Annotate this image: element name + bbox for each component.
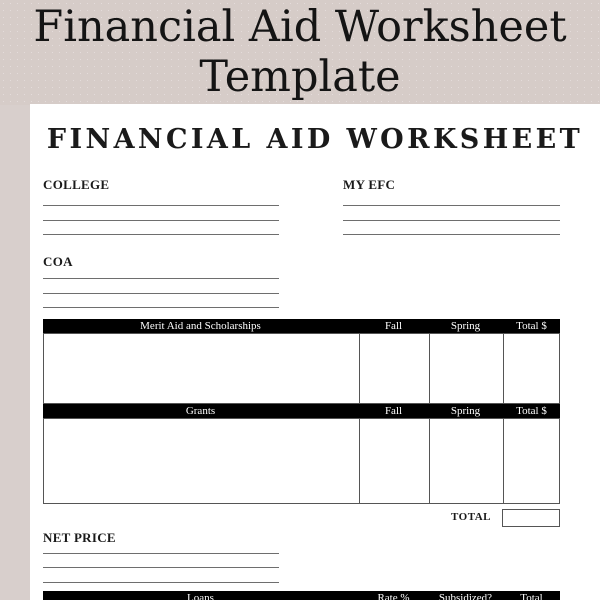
loans-header-rate: Rate % [377, 592, 410, 600]
grants-table [43, 404, 560, 504]
worksheet-title: FINANCIAL AID WORKSHEET [46, 124, 584, 155]
net-price-label: NET PRICE [43, 530, 116, 545]
merit-header-fall: Fall [384, 320, 403, 332]
loans-table-header [43, 591, 560, 600]
college-label: COLLEGE [43, 177, 110, 192]
college-line-2[interactable] [43, 220, 279, 221]
loans-header-total: Total [520, 592, 543, 600]
coa-label: COA [43, 254, 73, 269]
banner [0, 0, 600, 105]
merit-aid-table [43, 319, 560, 404]
merit-header-category: Merit Aid and Scholarships [140, 320, 261, 332]
my-efc-line-2[interactable] [343, 220, 560, 221]
my-efc-line-3[interactable] [343, 234, 560, 235]
grants-header-fall: Fall [384, 405, 403, 417]
coa-line-3[interactable] [43, 307, 279, 308]
grants-table-header [43, 404, 560, 418]
merit-header-total: Total $ [516, 320, 547, 332]
coa-line-2[interactable] [43, 293, 279, 294]
college-line-1[interactable] [43, 205, 279, 206]
my-efc-line-1[interactable] [343, 205, 560, 206]
grants-table-body[interactable] [43, 418, 560, 504]
grants-header-total: Total $ [516, 405, 547, 417]
net-price-line-1[interactable] [43, 553, 279, 554]
grants-header-category: Grants [185, 405, 216, 417]
loans-header-subsidized: Subsidized? [438, 592, 493, 600]
loans-header-category: Loans [187, 592, 214, 600]
merit-aid-table-body[interactable] [43, 333, 560, 404]
my-efc-label: MY EFC [343, 177, 396, 192]
loans-table [43, 591, 560, 600]
net-price-line-2[interactable] [43, 567, 279, 568]
banner-title-line-2: Template [199, 52, 401, 102]
merit-header-spring: Spring [450, 320, 481, 332]
total-label: TOTAL [451, 511, 491, 523]
banner-title-line-1: Financial Aid Worksheet [33, 2, 567, 52]
grants-header-spring: Spring [450, 405, 481, 417]
total-input-box[interactable] [502, 509, 560, 527]
coa-line-1[interactable] [43, 278, 279, 279]
worksheet-page [30, 104, 600, 600]
merit-aid-table-header [43, 319, 560, 333]
college-line-3[interactable] [43, 234, 279, 235]
net-price-line-3[interactable] [43, 582, 279, 583]
